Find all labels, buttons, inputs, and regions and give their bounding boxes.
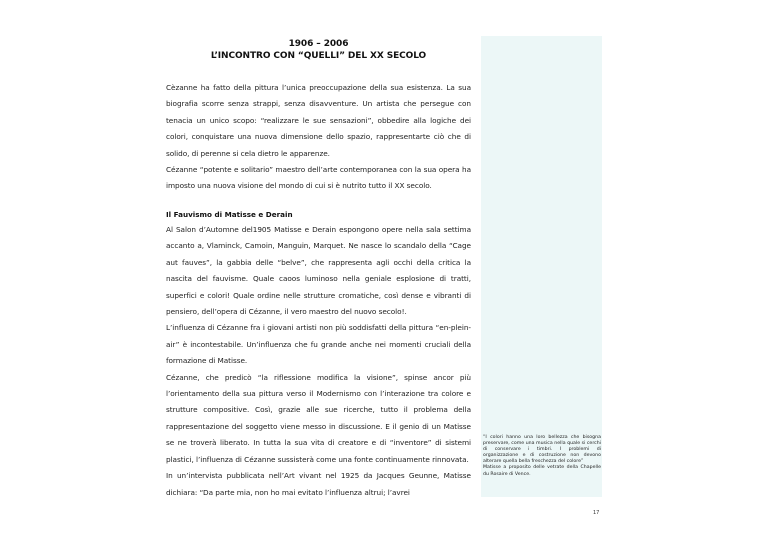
intro-text [166, 80, 471, 195]
section-paragraph-4: In un’intervista pubblicata nell’Art vivant nel 1925 da Jacques Geunne, Matisse dichiara: “Da parte mia, non ho mai evitato l’influenza altrui; l’avrei [166, 471, 471, 497]
quote-text: “I colori hanno una loro bellezza che bisogna preservare, come una musica nella quale si cerchi di conservare i timbri. I problemi di organizzazione e di costruzione non devono alterare quella bella freschezza del colore” [483, 435, 601, 465]
page-title [166, 38, 471, 62]
title-text: L’INCONTRO CON “QUELLI” DEL XX SECOLO [210, 51, 427, 61]
sidebar-quote [483, 435, 601, 478]
quote-source: Matisse a proposito delle vetrate della Chapelle du Rosaire di Vence. [483, 465, 601, 477]
section-paragraph-1: Al Salon d’Automne del1905 Matisse e Derain espongono opere nella sala settima accanto a, Vlaminck, Camoin, Manguin, Marquet. Ne nasce lo scandalo della “Cage aut fauves”, la gabbia delle “belve”, che rappresenta agli occhi della critica la nascita del fauvisme. Quale caoos luminoso nella geniale esplosione di tratti, superfici e colori! Quale ordine nelle strutture cromatiche, così dense e vibranti di pensiero, dell’opera di Cézanne, il vero maestro del nuovo secolo!. [166, 225, 471, 317]
section-paragraph-2: L’influenza di Cézanne fra i giovani artisti non più soddisfatti della pittura “en-plein-air” è incontestabile. Un’influenza che fu grande anche nei momenti cruciali della formazione di Matisse. [166, 323, 471, 366]
section-heading: Il Fauvismo di Matisse e Derain [166, 210, 293, 219]
section-body [166, 222, 471, 501]
intro-paragraph-2: Cézanne “potente e solitario” maestro dell’arte contemporanea con la sua opera ha imposto una nuova visione del mondo di cui si è nutrito tutto il XX secolo. [166, 165, 471, 191]
sidebar-panel [481, 36, 602, 497]
page-number: 17 [593, 510, 600, 516]
section-paragraph-3: Cézanne, che predicò “la riflessione modifica la visione”, spinse ancor più l’orientamento della sua pittura verso il Modernismo con l’interazione tra colore e strutture compositive. Così, grazie alle sue ricerche, tutto il problema della rappresentazione del soggetto viene messo in discussione. E il genio di un Matisse se ne troverà liberato. In tutta la sua vita di creatore e di “inventore” di sistemi plastici, l’influenza di Cézanne sussisterà come una fonte continuamente rinnovata. [166, 372, 471, 464]
intro-paragraph-1: Cèzanne ha fatto della pittura l’unica preoccupazione della sua esistenza. La sua biografia scorre senza strappi, senza disavventure. Un artista che persegue con tenacia un unico scopo: “realizzare le sue sensazioni”, obbedire alla logiche dei colori, conquistare una nuova dimensione dello spazio, rappresentarte ciò che di solido, di perenne si cela dietro le apparenze. [166, 83, 471, 158]
title-years: 1906 – 2006 [288, 39, 349, 49]
